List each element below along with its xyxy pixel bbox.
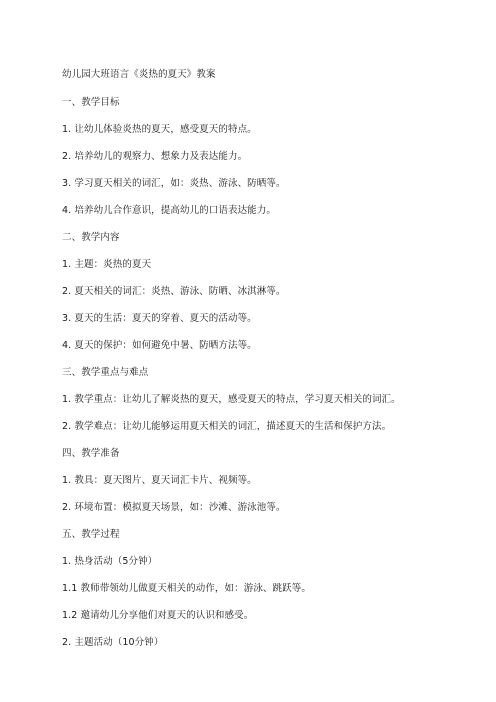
- section-heading-content: 二、教学内容: [62, 232, 120, 243]
- section-heading-keypoints: 三、教学重点与难点: [62, 367, 149, 378]
- paragraph-line: 2. 培养幼儿的观察力、想象力及表达能力。: [62, 151, 248, 162]
- paragraph-line: 2. 教学难点：让幼儿能够运用夏天相关的词汇，描述夏天的生活和保护方法。: [62, 421, 392, 432]
- paragraph-line: 4. 夏天的保护：如何避免中暑、防晒方法等。: [62, 340, 257, 351]
- paragraph-line: 1. 教具：夏天图片、夏天词汇卡片、视频等。: [62, 475, 257, 486]
- paragraph-line: 1. 热身活动（5分钟）: [62, 556, 158, 567]
- paragraph-line: 1. 主题：炎热的夏天: [62, 259, 152, 270]
- paragraph-line: 1.2 邀请幼儿分享他们对夏天的认识和感受。: [62, 610, 254, 621]
- paragraph-line: 2. 主题活动（10分钟）: [62, 637, 164, 648]
- paragraph-line: 2. 环境布置：模拟夏天场景，如：沙滩、游泳池等。: [62, 502, 286, 513]
- section-heading-process: 五、教学过程: [62, 529, 120, 540]
- paragraph-line: 1. 教学重点：让幼儿了解炎热的夏天，感受夏天的特点，学习夏天相关的词汇。: [62, 394, 401, 405]
- paragraph-line: 1. 让幼儿体验炎热的夏天，感受夏天的特点。: [62, 124, 257, 135]
- section-heading-goals: 一、教学目标: [62, 97, 120, 108]
- paragraph-line: 1.1 教师带领幼儿做夏天相关的动作，如：游泳、跳跃等。: [62, 583, 311, 594]
- paragraph-line: 3. 学习夏天相关的词汇，如：炎热、游泳、防晒等。: [62, 178, 286, 189]
- paragraph-line: 4. 培养幼儿合作意识，提高幼儿的口语表达能力。: [62, 205, 276, 216]
- section-heading-prep: 四、教学准备: [62, 448, 120, 459]
- document-title: 幼儿园大班语言《炎热的夏天》教案: [62, 69, 216, 80]
- paragraph-line: 3. 夏天的生活：夏天的穿着、夏天的活动等。: [62, 313, 257, 324]
- paragraph-line: 2. 夏天相关的词汇：炎热、游泳、防晒、冰淇淋等。: [62, 286, 286, 297]
